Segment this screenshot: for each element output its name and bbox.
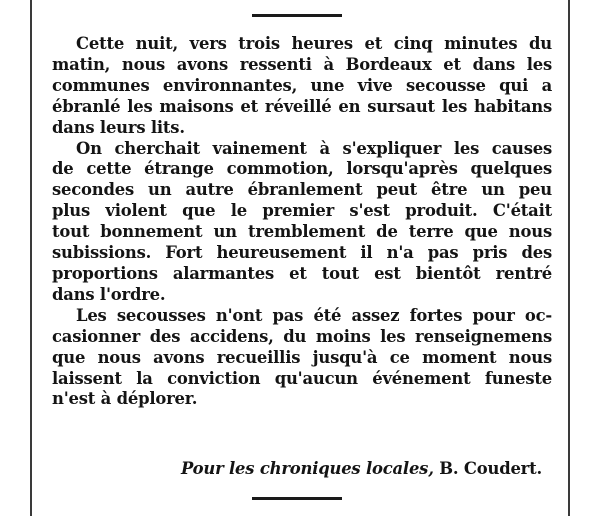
text-line: dans leurs lits. <box>52 117 185 137</box>
paragraph-3 <box>52 306 552 411</box>
text-line: communes environnantes, une vive secousse qui a <box>52 75 552 95</box>
text-line: n'est à déplorer. <box>52 389 198 409</box>
text-line: On cherchait vainement à s'expliquer les causes <box>76 138 552 158</box>
text-line: Cette nuit, vers trois heures et cinq minutes du <box>76 34 552 53</box>
text-line: laissent la conviction qu'aucun événement funeste <box>52 368 552 388</box>
text-line: matin, nous avons ressenti à Bordeaux et dans les <box>52 54 552 74</box>
top-rule <box>252 14 342 17</box>
signature-author: B. Coudert. <box>439 459 542 478</box>
text-line: que nous avons recueillis jusqu'à ce moment nous <box>52 347 552 367</box>
text-line: proportions alarmantes et tout est bientôt rentré <box>52 263 552 283</box>
text-line: casionner des accidens, du moins les renseignemens <box>52 326 552 346</box>
signature <box>52 459 552 479</box>
text-line: subissions. Fort heureusement il n'a pas pris des <box>52 243 552 263</box>
text-line: Les secousses n'ont pas été assez fortes pour oc- <box>76 305 552 325</box>
text-line: plus violent que le premier s'est produit. C'était <box>52 201 552 221</box>
text-line: dans l'ordre. <box>52 284 166 304</box>
paragraph-2 <box>52 139 552 306</box>
article-body <box>52 34 552 478</box>
text-line: de cette étrange commotion, lorsqu'après quelques <box>52 159 552 179</box>
bottom-rule <box>252 497 342 500</box>
signature-label: Pour les chroniques locales, <box>180 459 434 478</box>
paragraph-1 <box>52 34 552 139</box>
newspaper-clipping <box>30 0 570 516</box>
text-line: tout bonnement un tremblement de terre que nous <box>52 222 552 242</box>
text-line: secondes un autre ébranlement peut être un peu <box>52 180 552 200</box>
text-line: ébranlé les maisons et réveillé en sursaut les habitans <box>52 96 552 116</box>
